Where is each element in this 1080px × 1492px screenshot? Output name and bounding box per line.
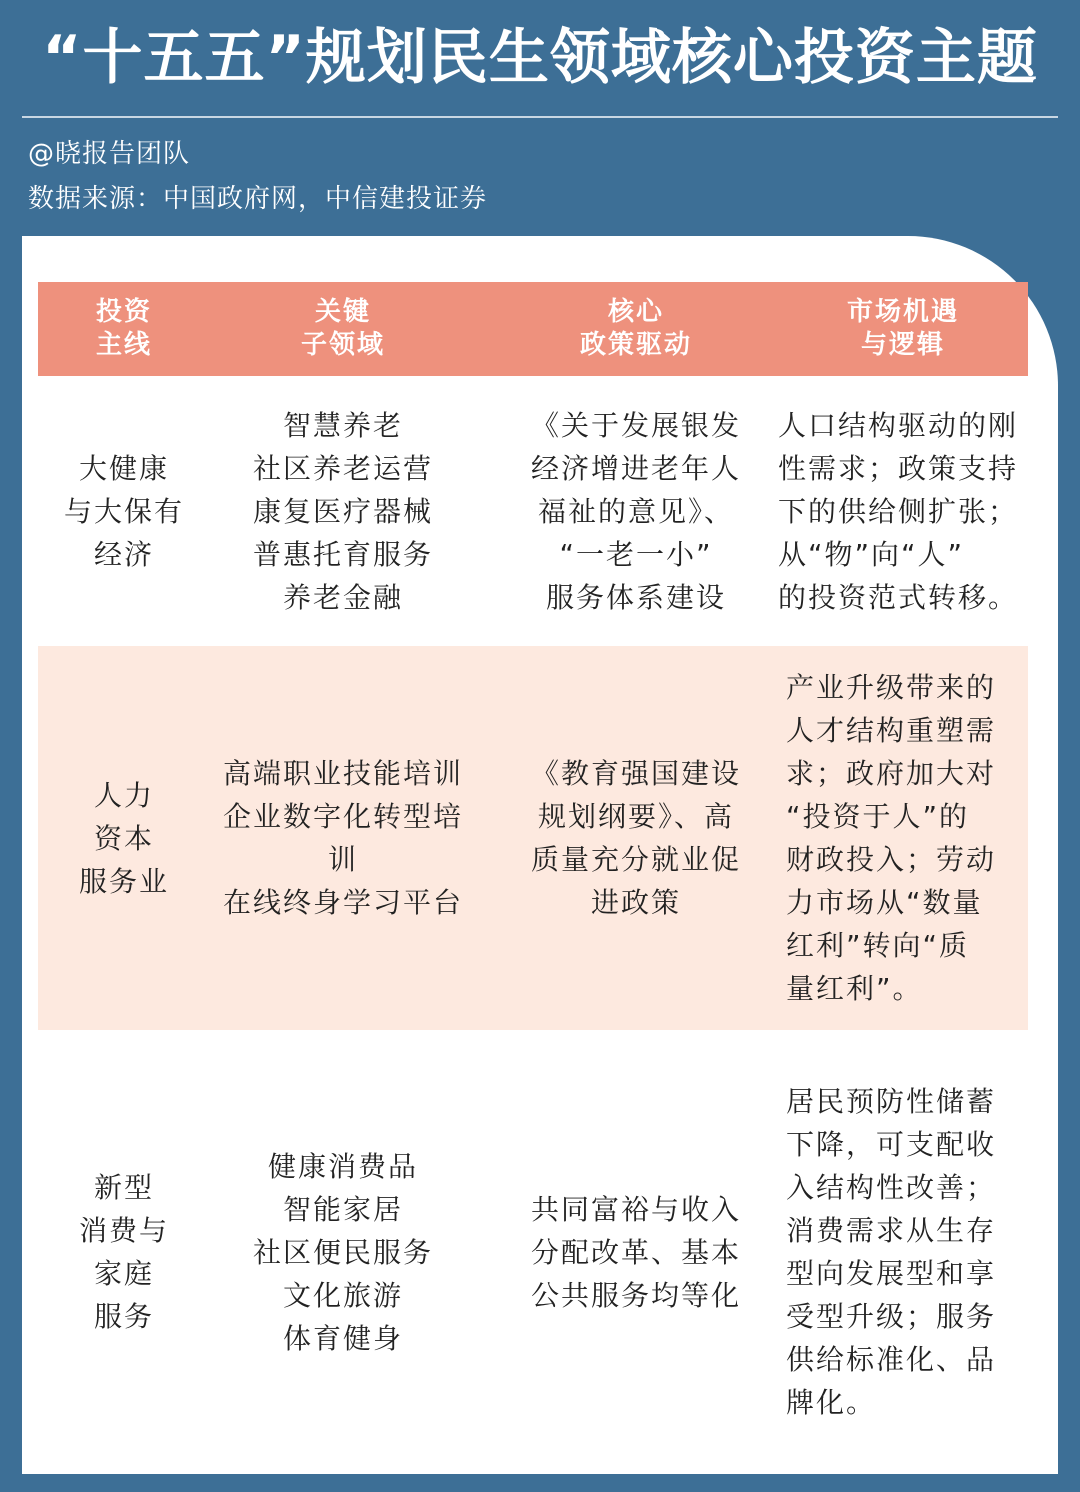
table-header — [38, 282, 1028, 376]
table-row — [38, 376, 1028, 646]
data-source: 数据来源：中国政府网，中信建投证券 — [28, 184, 488, 214]
header-cell-theme: 投资 主线 — [95, 297, 152, 360]
cell-logic: 产业升级带来的 人才结构重塑需 求；政府加大对 “投资于人”的 财政投入；劳动 力市场从“数量 红利”转向“质 量红利”。 — [786, 671, 997, 1005]
cell-subfields: 健康消费品 智能家居 社区便民服务 文化旅游 体育健身 — [252, 1149, 433, 1355]
cell-subfields: 高端职业技能培训 企业数字化转型培训 在线终身学习平台 — [222, 757, 463, 919]
table-row — [38, 646, 1028, 1030]
cell-subfields: 智慧养老 社区养老运营 康复医疗器械 普惠托育服务 养老金融 — [252, 408, 433, 614]
cell-policy: 《教育强国建设 规划纲要》、高 质量充分就业促 进政策 — [530, 757, 741, 919]
page-title: “十五五”规划民生领域核心投资主题 — [42, 23, 1038, 93]
cell-theme: 新型 消费与 家庭 服务 — [78, 1171, 169, 1333]
header-cell-policy: 核心 政策驱动 — [579, 297, 692, 360]
header-cell-subfields: 关键 子领域 — [300, 297, 385, 360]
table-row — [38, 1030, 1028, 1474]
cell-policy: 共同富裕与收入 分配改革、基本 公共服务均等化 — [530, 1192, 741, 1312]
cell-policy: 《关于发展银发 经济增进老年人 福祉的意见》、 “一老一小” 服务体系建设 — [530, 408, 741, 614]
cell-theme: 大健康 与大保有 经济 — [63, 451, 184, 571]
title-divider — [22, 116, 1058, 118]
cell-logic: 人口结构驱动的刚 性需求；政策支持 下的供给侧扩张； 从“物”向“人” 的投资范式转移。 — [778, 408, 1019, 614]
table-card — [22, 236, 1058, 1474]
cell-theme: 人力 资本 服务业 — [78, 778, 169, 898]
header-cell-logic: 市场机遇 与逻辑 — [846, 297, 959, 360]
cell-logic: 居民预防性储蓄 下降，可支配收 入结构性改善； 消费需求从生存 型向发展型和享 受型升级；服务 供给标准化、品 牌化。 — [786, 1085, 997, 1419]
author-credit: @晓报告团队 — [28, 139, 191, 169]
